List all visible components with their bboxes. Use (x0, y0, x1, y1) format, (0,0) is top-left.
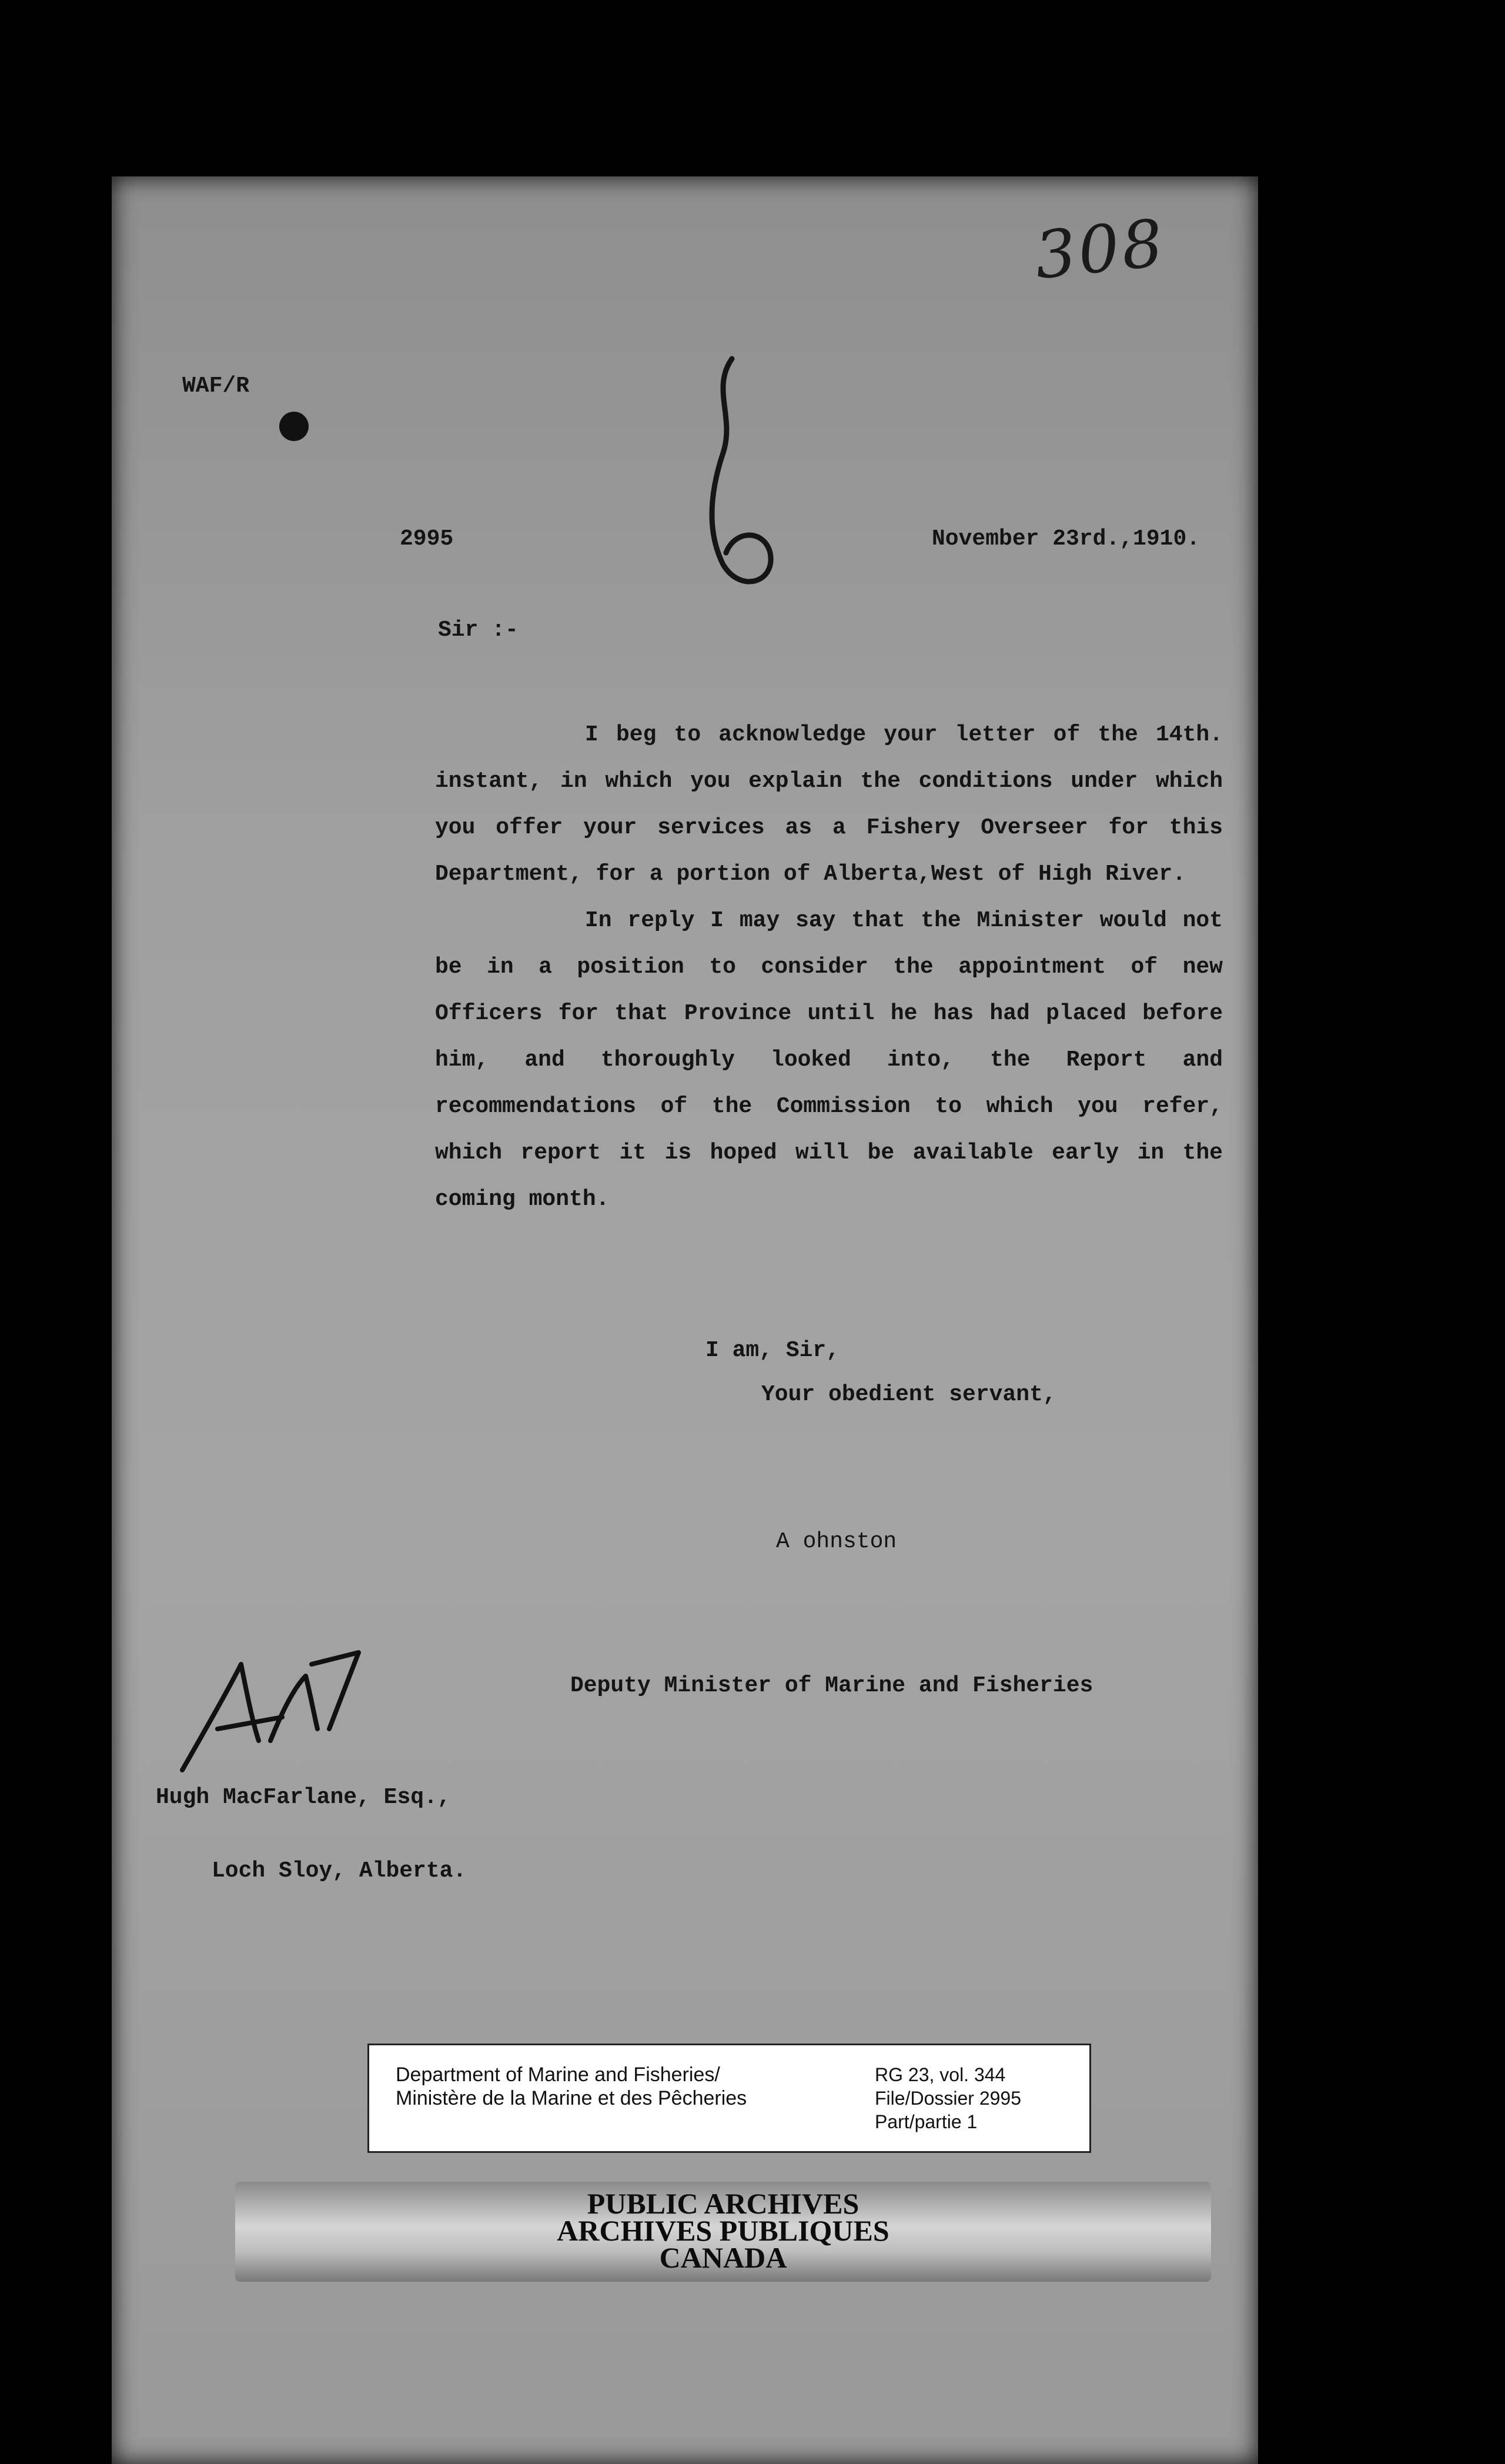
department-en: Department of Marine and Fisheries/ (396, 2064, 720, 2086)
stamp-line: CANADA (659, 2241, 787, 2274)
archive-label (367, 2044, 1091, 2153)
signer-title: Deputy Minister of Marine and Fisheries (570, 1673, 1093, 1698)
closing-line: Your obedient servant, (761, 1382, 1056, 1407)
closing-line: I am, Sir, (705, 1338, 840, 1363)
reference-initials: WAF/R (182, 373, 250, 399)
body-paragraph: In reply I may say that the Minister would not be in a position to consider the appointment of new Officers for that Province until he has had placed before him, and thoroughly looked into, the Report and recommendations of the Commission to which you refer, which report it is hoped will be available early in the coming month. (435, 908, 1223, 1212)
punch-hole (279, 412, 309, 441)
part-reference: Part/partie 1 (875, 2111, 978, 2132)
typed-signature: A ohnston (776, 1529, 897, 1554)
file-number: 2995 (400, 526, 454, 552)
stamp-line: ARCHIVES PUBLIQUES (557, 2214, 889, 2247)
addressee-name: Hugh MacFarlane, Esq., (156, 1785, 451, 1810)
file-reference: File/Dossier 2995 (875, 2088, 1021, 2109)
archive-label-reference (875, 2063, 1021, 2134)
body-paragraph: I beg to acknowledge your letter of the 14th. instant, in which you explain the conditions under which you offer your services as a Fishery Overseer for this Department, for a portion of Alberta,West of High River. (435, 722, 1223, 887)
archive-stamp (235, 2182, 1211, 2282)
archive-label-department (396, 2063, 747, 2110)
stamp-line: PUBLIC ARCHIVES (587, 2187, 859, 2220)
addressee-place: Loch Sloy, Alberta. (212, 1858, 467, 1884)
letter-body (435, 712, 1223, 1223)
handwritten-6-mark (700, 353, 782, 600)
folio-number: 308 (1031, 205, 1169, 294)
letter-date: November 23rd.,1910. (932, 526, 1200, 552)
salutation: Sir :- (438, 617, 519, 643)
record-group: RG 23, vol. 344 (875, 2064, 1006, 2085)
handwritten-initials (165, 1641, 376, 1782)
department-fr: Ministère de la Marine et des Pêcheries (396, 2087, 747, 2109)
